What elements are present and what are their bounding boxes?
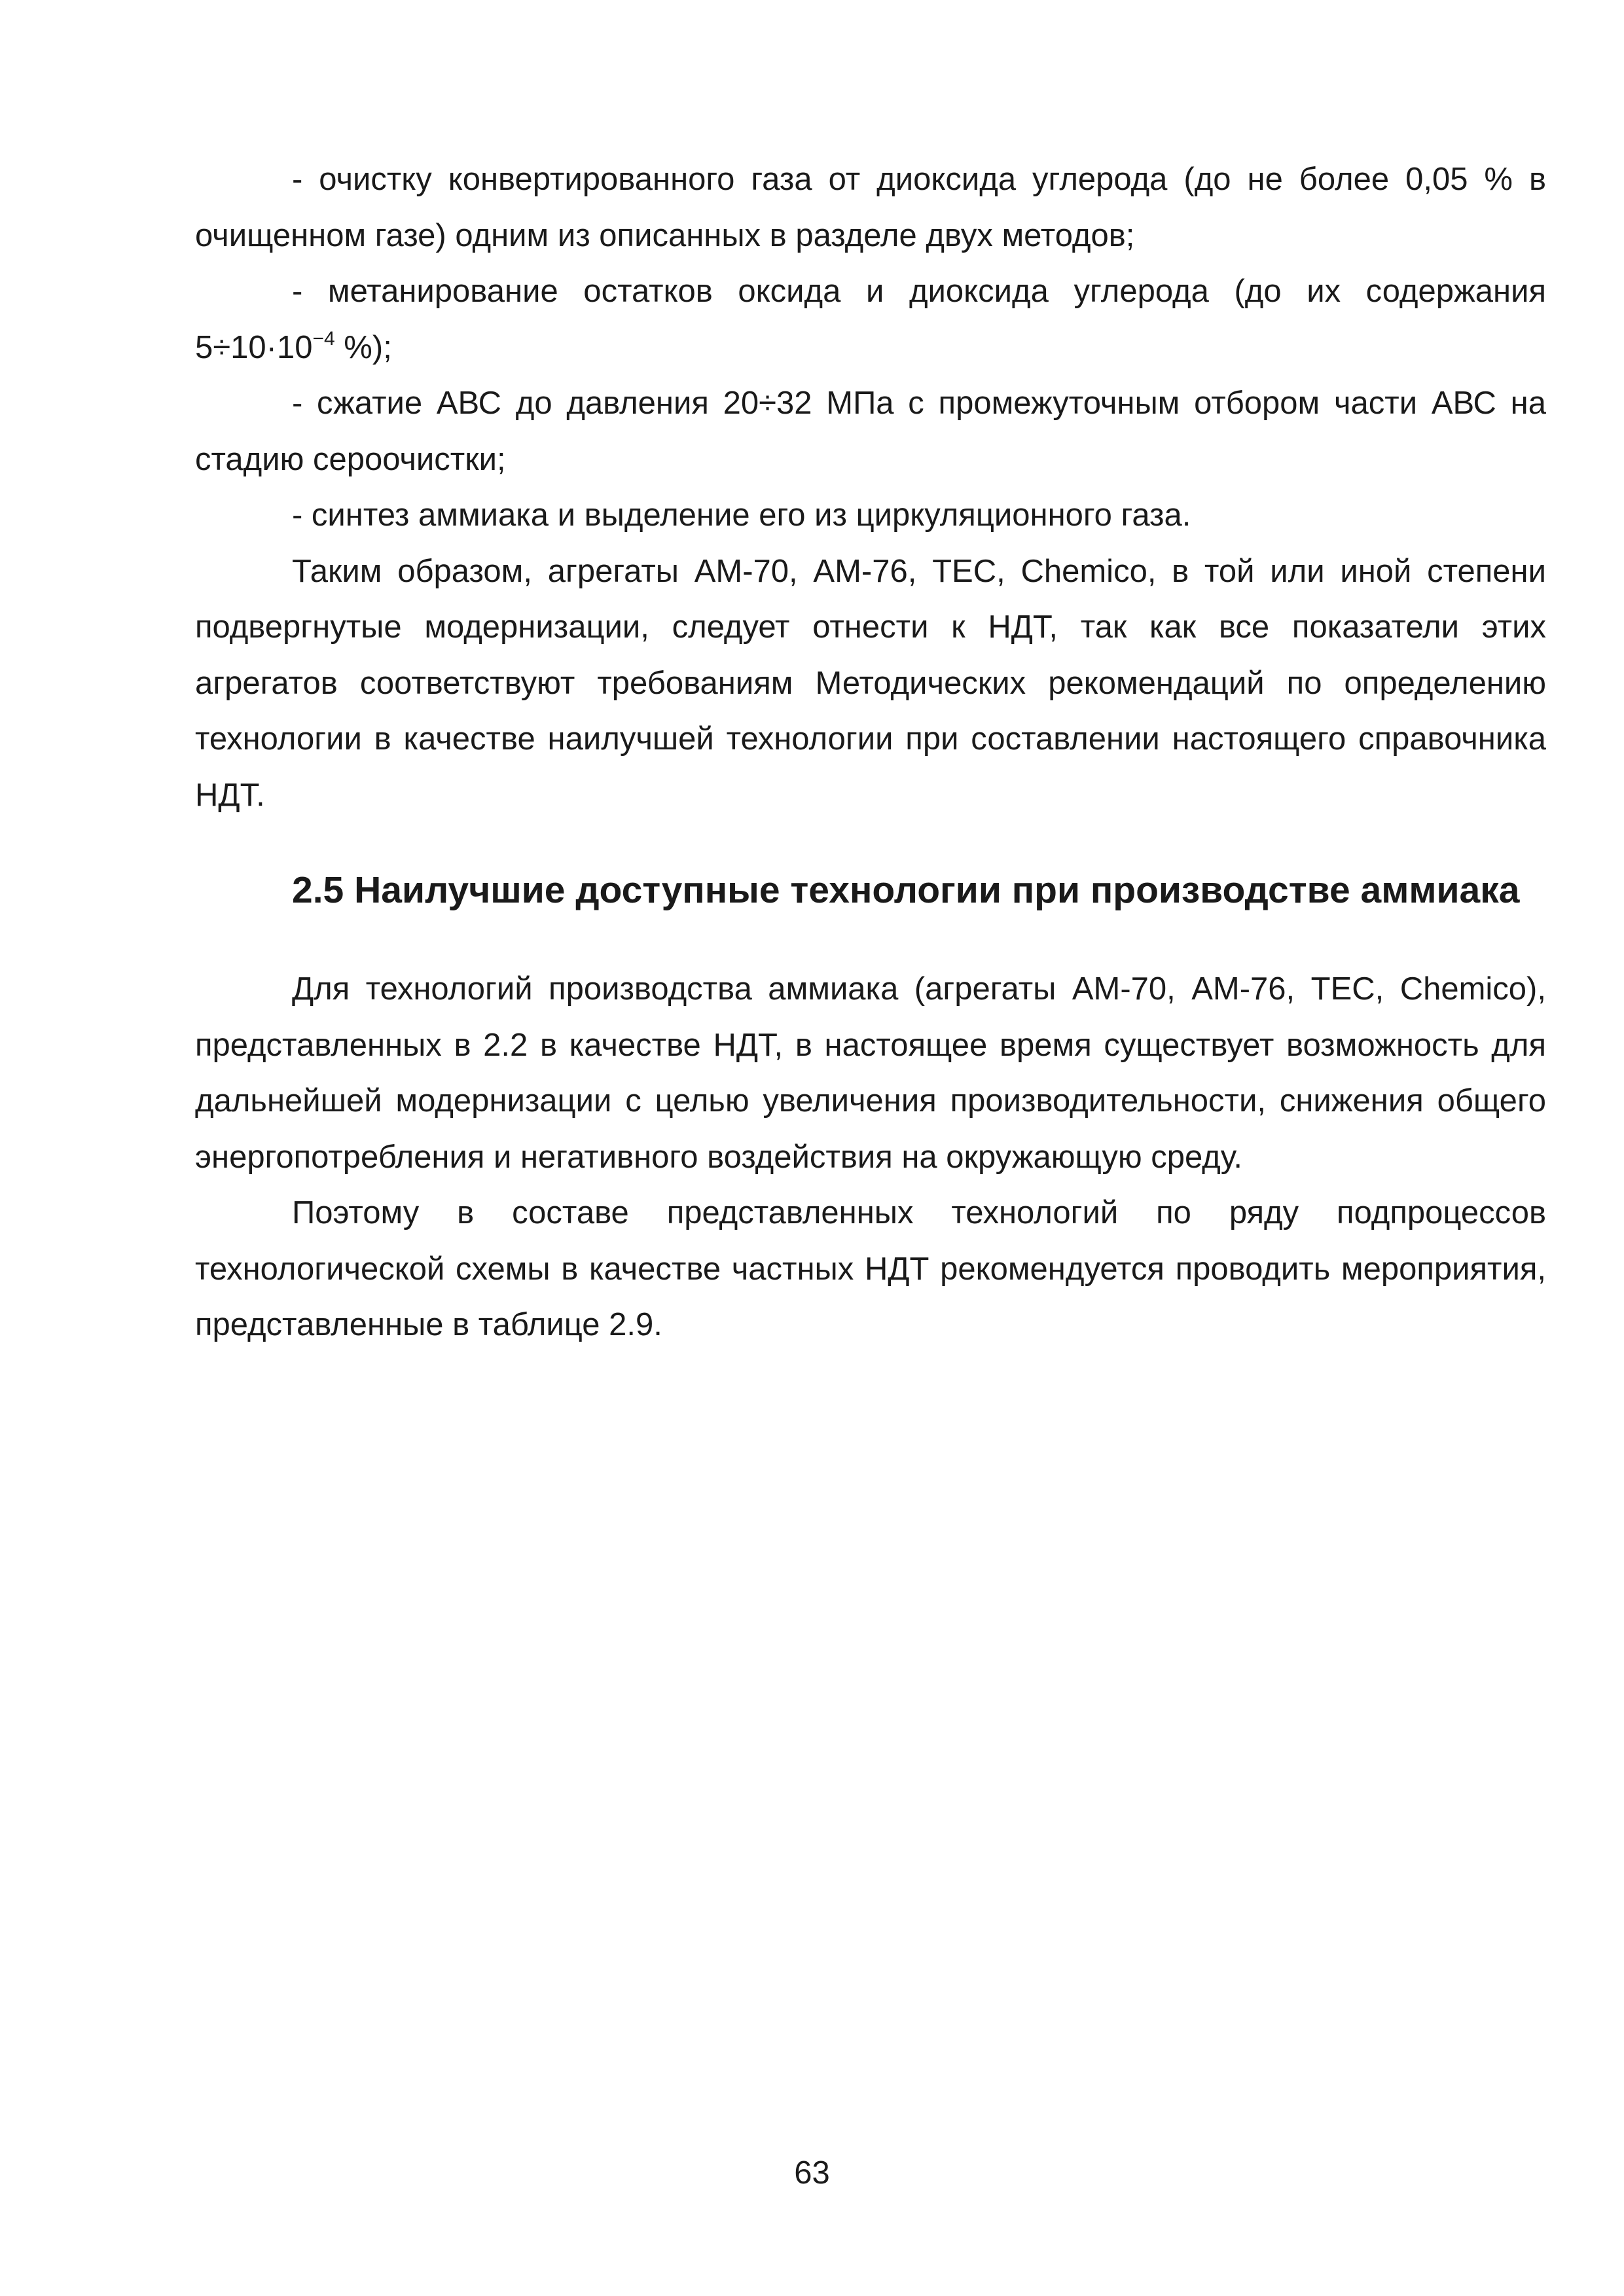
- methanation-text-end: %);: [334, 329, 392, 365]
- list-item-compression: - сжатие АВС до давления 20÷32 МПа с промежуточным отбором части АВС на стадию сероочистки;: [195, 386, 1546, 477]
- page-number: 63: [794, 2155, 830, 2191]
- paragraph-conclusion: Таким образом, агрегаты АМ-70, АМ-76, ТЕС, Chemico, в той или иной степени подвергнутые модернизации, следует отнести к НДТ, так как все показатели этих агрегатов соответствуют требованиям Методических рекомендаций по определению технологии в качестве наилучшей технологии при составлении настоящего справочника НДТ.: [195, 553, 1546, 813]
- page-content: [195, 152, 1546, 1354]
- paragraph-table-reference: Поэтому в составе представленных технологий по ряду подпроцессов технологической схемы в качестве частных НДТ рекомендуется проводить мероприятия, представленные в таблице 2.9.: [195, 1195, 1546, 1342]
- list-item-co2-cleaning: - очистку конвертированного газа от диоксида углерода (до не более 0,05 % в очищенном газе) одним из описанных в разделе двух методов;: [195, 162, 1546, 253]
- section-heading: 2.5 Наилучшие доступные технологии при производстве аммиака: [292, 869, 1520, 911]
- paragraph-modernization: Для технологий производства аммиака (агрегаты АМ-70, АМ-76, ТЕС, Chemico), представленных в 2.2 в качестве НДТ, в настоящее время существует возможность для дальнейшей модернизации с целью увеличения производительности, снижения общего энергопотребления и негативного воздействия на окружающую среду.: [195, 971, 1546, 1175]
- list-item-methanation: [195, 264, 1546, 376]
- methanation-text: - метанирование остатков оксида и диоксида углерода (до их содержания 5÷10·10: [195, 274, 1546, 365]
- methanation-exponent: −4: [312, 327, 335, 350]
- list-item-synthesis: - синтез аммиака и выделение его из циркуляционного газа.: [292, 497, 1191, 533]
